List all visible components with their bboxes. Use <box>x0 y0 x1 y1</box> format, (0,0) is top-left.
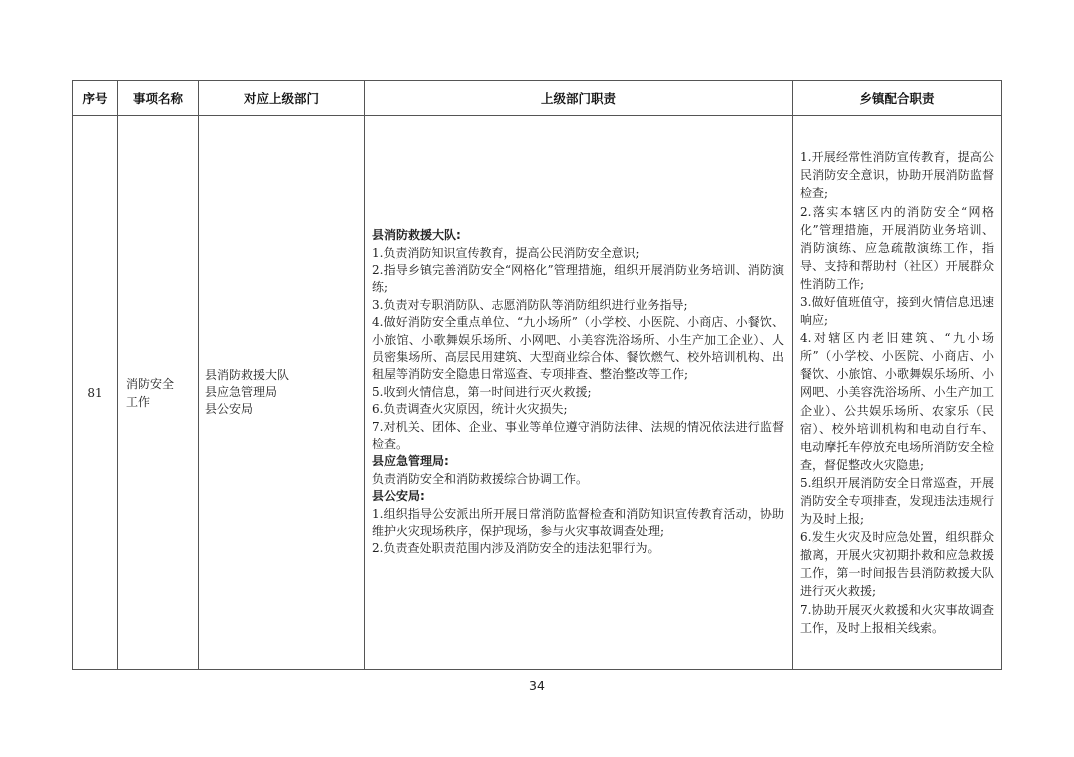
town-duty-item: 1.开展经常性消防宣传教育，提高公民消防安全意识，协助开展消防监督检查; <box>800 150 994 201</box>
row-number: 81 <box>73 116 118 670</box>
header-dept-duty: 上级部门职责 <box>365 81 793 116</box>
dept-duty-list <box>372 227 784 558</box>
dept-item: 县应急管理局 <box>205 385 278 399</box>
dept-heading: 县消防救援大队: <box>372 228 461 243</box>
dept-duty-cell <box>365 116 793 670</box>
header-dept: 对应上级部门 <box>199 81 365 116</box>
town-duty-item: 7.协助开展灭火救援和火灾事故调查工作，及时上报相关线索。 <box>800 602 994 635</box>
town-duty-list <box>800 148 994 637</box>
table-header-row <box>73 81 1002 116</box>
item-name-cell <box>118 116 199 670</box>
dept-duty-item: 1.组织指导公安派出所开展日常消防监督检查和消防知识宣传教育活动，协助维护火灾现场秩序，保护现场，参与火灾事故调查处理; <box>372 506 784 539</box>
item-name-line: 消防安全 <box>126 376 175 391</box>
dept-duty-item: 2.负责查处职责范围内涉及消防安全的违法犯罪行为。 <box>372 541 660 556</box>
town-duty-item: 5.组织开展消防安全日常巡查，开展消防安全专项排查，发现违法违规行为及时上报; <box>800 475 994 527</box>
dept-duty-item: 负责消防安全和消防救援综合协调工作。 <box>372 471 589 486</box>
header-no: 序号 <box>73 81 118 116</box>
dept-duty-item: 2.指导乡镇完善消防安全“网格化”管理措施，组织开展消防业务培训、消防演练; <box>372 262 784 295</box>
dept-cell <box>199 116 365 670</box>
town-duty-item: 6.发生火灾及时应急处置，组织群众撤离，开展火灾初期扑救和应急救援工作，第一时间报告县消防救援大队进行灭火救援; <box>800 530 994 599</box>
responsibility-table <box>72 80 1002 670</box>
table-row <box>73 116 1002 670</box>
item-name-line: 工作 <box>126 394 151 409</box>
dept-duty-item: 7.对机关、团体、企业、事业等单位遵守消防法律、法规的情况依法进行监督检查。 <box>372 419 784 452</box>
dept-item: 县公安局 <box>205 402 254 416</box>
dept-heading: 县公安局: <box>372 489 425 504</box>
header-item-name: 事项名称 <box>118 81 199 116</box>
town-duty-item: 3.做好值班值守，接到火情信息迅速响应; <box>800 294 994 328</box>
town-duty-item: 2.落实本辖区内的消防安全“网格化”管理措施，开展消防业务培训、消防演练、应急疏散演练工作，指导、支持和帮助村（社区）开展群众性消防工作; <box>800 204 994 291</box>
header-town-duty: 乡镇配合职责 <box>793 81 1002 116</box>
town-duty-item: 4.对辖区内老旧建筑、“九小场所”（小学校、小医院、小商店、小餐饮、小旅馆、小歌舞娱乐场所、小网吧、小美容洗浴场所、小生产加工企业）、公共娱乐场所、农家乐（民宿）、校外培训机构和电动自行车、电动摩托车停放充电场所消防安全检查，督促整改火灾隐患; <box>800 331 994 472</box>
dept-duty-item: 1.负责消防知识宣传教育，提高公民消防安全意识; <box>372 245 640 260</box>
dept-duty-item: 3.负责对专职消防队、志愿消防队等消防组织进行业务指导; <box>372 297 688 312</box>
page-number: 34 <box>529 678 545 693</box>
dept-item: 县消防救援大队 <box>205 368 290 382</box>
dept-heading: 县应急管理局: <box>372 454 449 469</box>
dept-duty-item: 5.收到火情信息，第一时间进行灭火救援; <box>372 384 592 399</box>
dept-duty-item: 4.做好消防安全重点单位、“九小场所”（小学校、小医院、小商店、小餐饮、小旅馆、小歌舞娱乐场所、小网吧、小美容洗浴场所、小生产加工企业）、人员密集场所、高层民用建筑、大型商业综合体、餐饮燃气、校外培训机构、出租屋等消防安全隐患日常巡查、专项排查、整治整改等工作; <box>372 315 784 382</box>
town-duty-cell <box>793 116 1002 670</box>
dept-duty-item: 6.负责调查火灾原因，统计火灾损失; <box>372 402 568 417</box>
